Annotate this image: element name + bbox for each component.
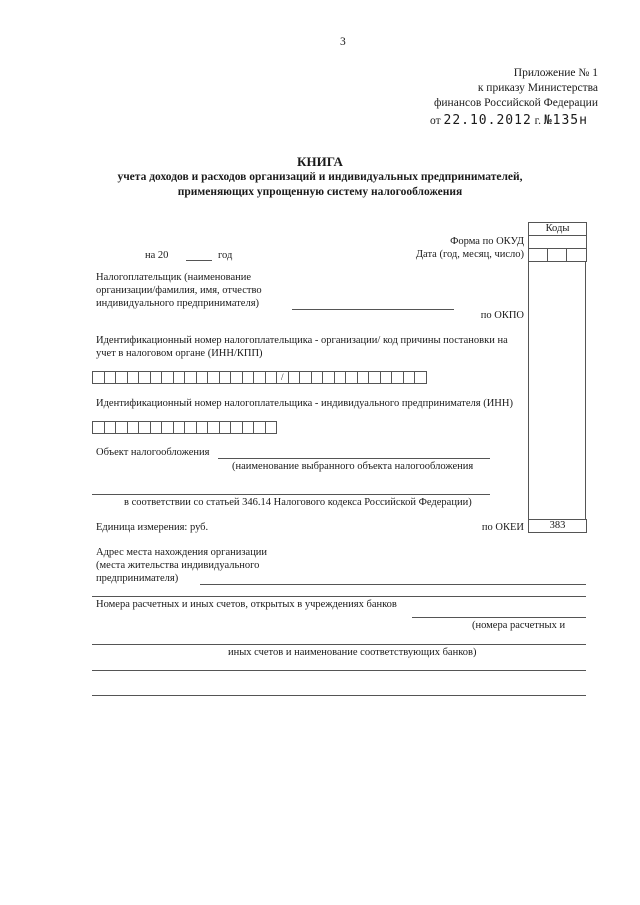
date-prefix: от [430,115,441,127]
inn-kpp-label-2: учет в налоговом органе (ИНН/КПП) [96,348,263,359]
codes-left-border [528,261,529,519]
appendix-line-2: к приказу Министерства [477,82,598,94]
year-prefix: на 20 [145,250,169,261]
codes-header: Коды [528,222,587,235]
address-field[interactable] [200,584,586,585]
accounts-hint-1: (номера расчетных и [472,620,566,631]
date-handwritten: 22.10.2012 [443,113,532,128]
okud-code-cell[interactable] [528,235,587,249]
tax-object-label: Объект налогообложения [96,447,210,458]
order-number: №135н [543,113,588,128]
document-subtitle-2: применяющих упрощенную систему налогообложения [177,186,463,198]
tax-object-field[interactable] [218,458,490,459]
address-label-2: (места жительства индивидуального [96,560,260,571]
unit-label: Единица измерения: руб. [96,522,209,533]
tax-object-hint: (наименование выбранного объекта налогообложения [232,461,474,472]
appendix-line-1: Приложение № 1 [513,67,598,79]
inn-kpp-cells[interactable] [92,371,427,384]
accounts-label: Номера расчетных и иных счетов, открытых в учреждениях банков [96,599,397,610]
inn-kpp-separator: / [277,372,289,383]
address-field-2[interactable] [92,596,586,597]
okud-label: Форма по ОКУД [450,236,524,247]
year-suffix: г. [534,115,541,127]
appendix-line-3: финансов Российской Федерации [433,97,598,109]
address-label-1: Адрес места нахождения организации [96,547,268,558]
date-label: Дата (год, месяц, число) [415,249,524,260]
taxpayer-label-2: организации/фамилия, имя, отчество [96,285,262,296]
page-number: 3 [340,36,346,48]
accounts-field-4[interactable] [92,695,586,696]
tax-object-field-2[interactable] [92,494,490,495]
tax-object-note: в соответствии со статьей 346.14 Налогового кодекса Российской Федерации) [124,497,472,508]
taxpayer-name-field[interactable] [292,309,454,310]
inn-kpp-label-1: Идентификационный номер налогоплательщика - организации/ код причины постановки на [96,335,508,346]
accounts-field-1[interactable] [412,617,586,618]
okei-value: 383 [549,520,566,531]
document-title: КНИГА [297,154,343,169]
appendix-date-line [430,113,588,128]
codes-right-border [585,261,586,519]
accounts-field-3[interactable] [92,670,586,671]
year-field[interactable] [186,260,212,261]
inn-ip-cells[interactable] [92,421,277,434]
okpo-label: по ОКПО [480,310,524,321]
okei-label: по ОКЕИ [481,522,524,533]
date-code-cell[interactable] [528,248,587,262]
address-label-3: предпринимателя) [96,573,179,584]
accounts-field-2[interactable] [92,644,586,645]
okei-code-cell [528,519,587,533]
taxpayer-label-1: Налогоплательщик (наименование [96,272,252,283]
document-subtitle-1: учета доходов и расходов организаций и индивидуальных предпринимателей, [117,171,523,183]
accounts-hint-2: иных счетов и наименование соответствующих банков) [228,647,477,658]
taxpayer-label-3: индивидуального предпринимателя) [96,298,260,309]
inn-ip-label: Идентификационный номер налогоплательщика - индивидуального предпринимателя (ИНН) [96,398,513,409]
year-suffix-label: год [218,250,233,261]
